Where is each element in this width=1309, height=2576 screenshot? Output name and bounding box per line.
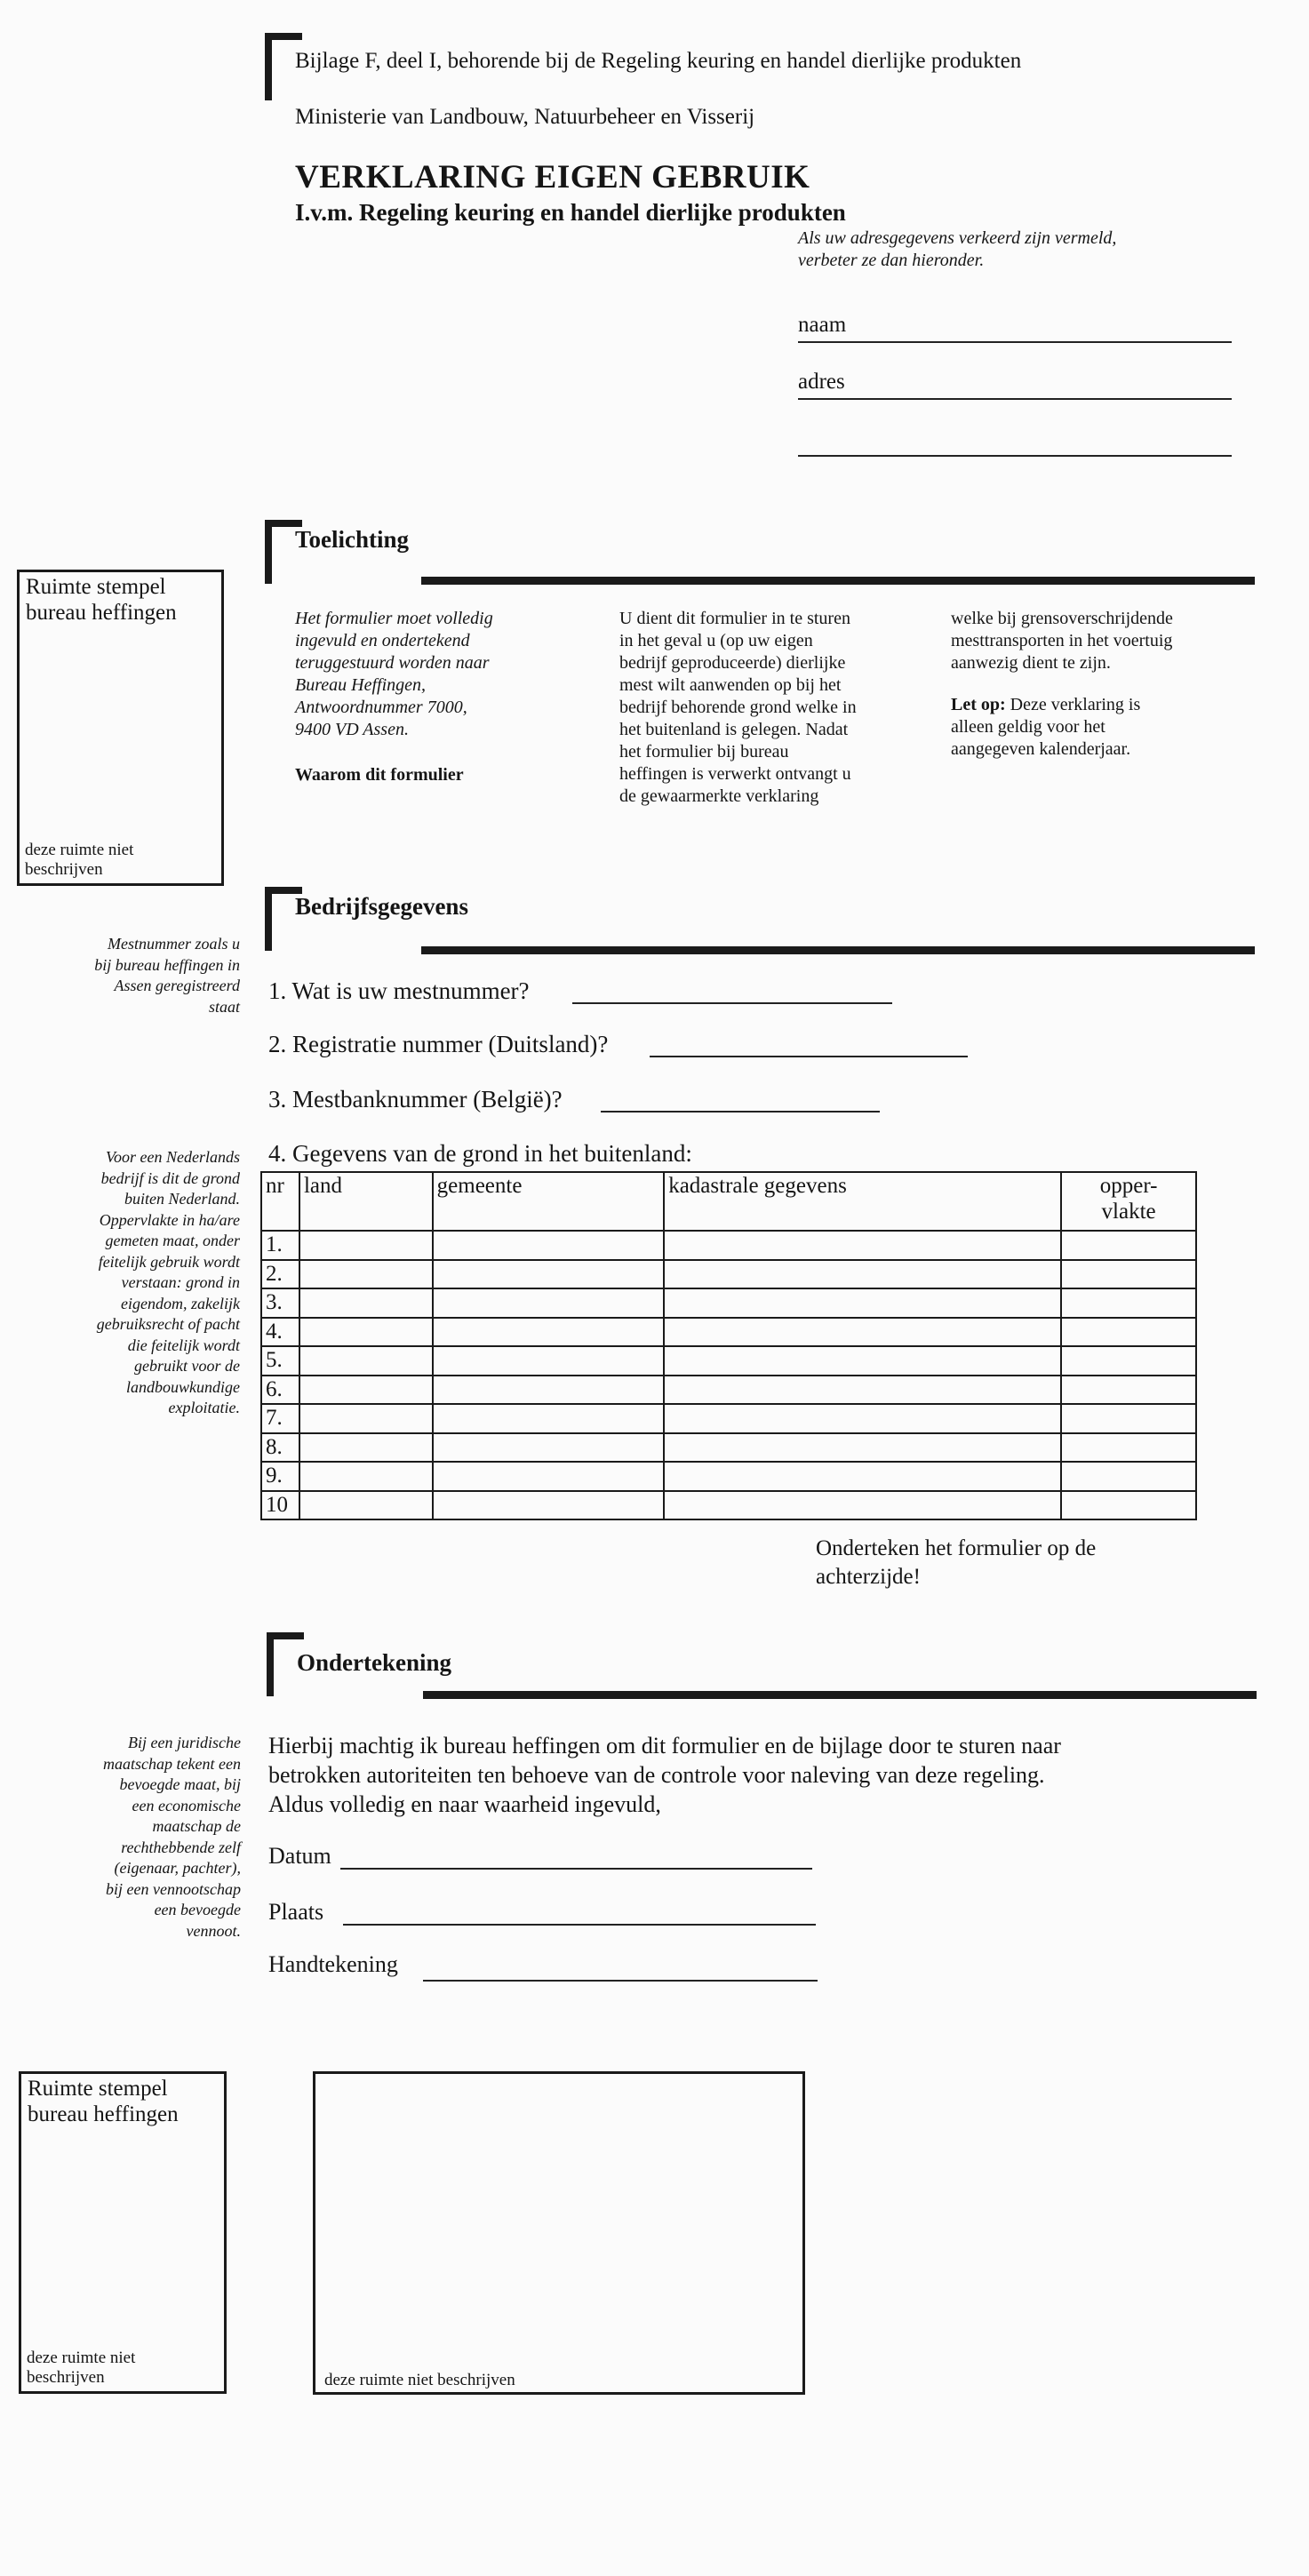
- appendix-line: Bijlage F, deel I, behorende bij de Regeling keuring en handel dierlijke produkten: [295, 49, 1022, 73]
- toelichting-rule: [421, 577, 1255, 585]
- col-header-land: land: [299, 1172, 433, 1231]
- table-row: 2.: [261, 1260, 1196, 1289]
- col-header-oppervlakte: opper- vlakte: [1061, 1172, 1196, 1231]
- stamp-box-bottom-title: Ruimte stempel bureau heffingen: [28, 2077, 179, 2126]
- toelichting-col-3: welke bij grensoverschrijdende mesttransporten in het voertuig aanwezig dient te zijn. Let op: Deze verklaring is alleen geldig voor het aangegeven kalenderjaar.: [951, 609, 1173, 759]
- why-this-form: Waarom dit formulier: [295, 765, 464, 785]
- toelichting-heading: Toelichting: [295, 526, 410, 553]
- reserved-box: [313, 2071, 805, 2395]
- datum-field[interactable]: [340, 1850, 812, 1870]
- name-field[interactable]: [798, 325, 1232, 343]
- table-row: 7.: [261, 1404, 1196, 1433]
- registratie-field[interactable]: [650, 1038, 968, 1057]
- table-row: 1.: [261, 1231, 1196, 1260]
- address-note-1: Als uw adresgegevens verkeerd zijn vermeld,: [798, 228, 1117, 248]
- authorization-text: Hierbij machtig ik bureau heffingen om dit formulier en de bijlage door te sturen naar betrokken autoriteiten ten behoeve van de controle voor naleving van deze regeling. Aldus volledig en naar waarheid ingevuld,: [268, 1733, 1061, 1817]
- ondertekening-heading: Ondertekening: [297, 1649, 452, 1676]
- toelichting-col-1: Het formulier moet volledig ingevuld en ondertekend teruggestuurd worden naar Bureau Heffingen, Antwoordnummer 7000, 9400 VD Assen. Waarom dit formulier: [295, 608, 597, 786]
- question-4: 4. Gegevens van de grond in het buitenland:: [268, 1140, 692, 1167]
- question-2: 2. Registratie nummer (Duitsland)?: [268, 1031, 609, 1057]
- plaats-field[interactable]: [343, 1906, 816, 1926]
- stamp-box-top: [17, 570, 224, 886]
- page-title: VERKLARING EIGEN GEBRUIK: [295, 159, 810, 195]
- grond-table: [260, 1171, 1197, 1520]
- page-subtitle: I.v.m. Regeling keuring en handel dierlijke produkten: [295, 199, 846, 226]
- stamp-box-bottom-footer: deze ruimte niet beschrijven: [27, 2349, 136, 2387]
- datum-label: Datum: [268, 1843, 331, 1869]
- table-row: 8.: [261, 1433, 1196, 1463]
- name-label: naam: [798, 313, 847, 337]
- table-row: 4.: [261, 1318, 1196, 1347]
- address-field-1[interactable]: [798, 382, 1232, 400]
- handtekening-field[interactable]: [423, 1962, 818, 1982]
- mestnummer-field[interactable]: [572, 985, 892, 1004]
- col-header-nr: nr: [261, 1172, 299, 1231]
- table-row: 5.: [261, 1346, 1196, 1376]
- col-header-gemeente: gemeente: [433, 1172, 665, 1231]
- ministry-line: Ministerie van Landbouw, Natuurbeheer en Visserij: [295, 105, 755, 129]
- plaats-label: Plaats: [268, 1899, 324, 1925]
- table-row: 6.: [261, 1376, 1196, 1405]
- margin-note-signing: Bij een juridische maatschap tekent een bevoegde maat, bij een economische maatschap de rechthebbende zelf (eigenaar, pachter), bij een vennootschap een bevoegde vennoot.: [103, 1734, 241, 1940]
- address-note-2: verbeter ze dan hieronder.: [798, 251, 985, 270]
- reserved-box-footer: deze ruimte niet beschrijven: [324, 2371, 515, 2389]
- sign-reminder: Onderteken het formulier op de achterzijde!: [816, 1536, 1097, 1589]
- question-1: 1. Wat is uw mestnummer?: [268, 977, 530, 1004]
- question-3: 3. Mestbanknummer (België)?: [268, 1086, 563, 1113]
- margin-note-grond: Voor een Nederlands bedrijf is dit de grond buiten Nederland. Oppervlakte in ha/are gemeten maat, onder feitelijk gebruik wordt verstaan: grond in eigendom, zakelijk gebruiksrecht of pacht die feitelijk wordt gebruikt voor de landbouwkundige exploitatie.: [96, 1148, 240, 1416]
- bedrijf-rule: [421, 946, 1255, 954]
- mestbank-field[interactable]: [601, 1093, 880, 1113]
- toelichting-col-2: U dient dit formulier in te sturen in het geval u (op uw eigen bedrijf geproduceerde) dierlijke mest wilt aanwenden op bij het bedrijf behorende grond welke in het buitenland is gelegen. Nadat het formulier bij bureau heffingen is verwerkt ontvangt u de gewaarmerkte verklaring: [619, 609, 857, 806]
- table-row: 9.: [261, 1462, 1196, 1491]
- let-op-label: Let op:: [951, 695, 1006, 714]
- ondertekening-rule: [423, 1691, 1257, 1699]
- col-header-kadaster: kadastrale gegevens: [664, 1172, 1061, 1231]
- table-row: 10: [261, 1491, 1196, 1520]
- handtekening-label: Handtekening: [268, 1951, 398, 1977]
- margin-note-mestnummer: Mestnummer zoals u bij bureau heffingen in Assen geregistreerd staat: [94, 935, 240, 1016]
- stamp-box-top-title: Ruimte stempel bureau heffingen: [26, 575, 177, 625]
- address-field-2[interactable]: [798, 439, 1232, 457]
- table-header-row: [261, 1172, 1196, 1231]
- address-label: adres: [798, 370, 845, 394]
- stamp-box-bottom: [19, 2071, 227, 2394]
- bedrijf-heading: Bedrijfsgegevens: [295, 893, 468, 920]
- stamp-box-top-footer: deze ruimte niet beschrijven: [25, 841, 134, 879]
- table-row: 3.: [261, 1288, 1196, 1318]
